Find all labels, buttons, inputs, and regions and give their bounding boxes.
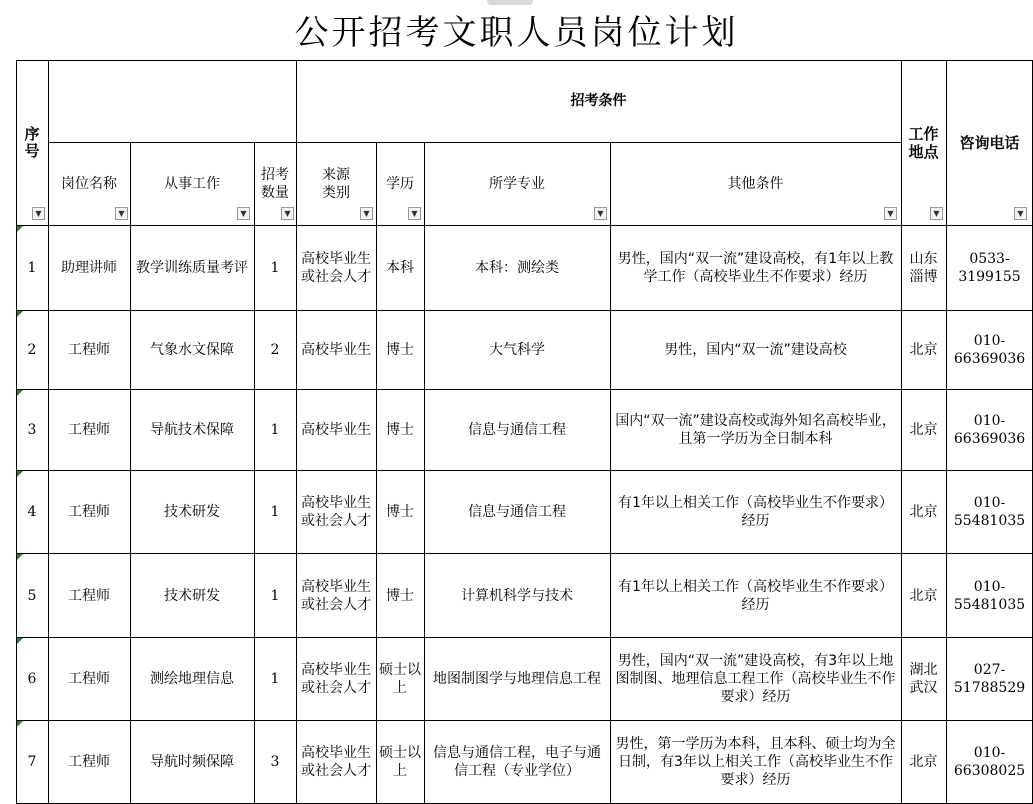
header-work: 从事工作: [164, 175, 220, 192]
cell-source[interactable]: 高校毕业生或社会人才: [301, 251, 371, 285]
filter-dropdown-position[interactable]: [115, 207, 128, 220]
cell-location[interactable]: 北京: [909, 587, 938, 604]
cell-count[interactable]: 1: [270, 587, 280, 604]
cell-source[interactable]: 高校毕业生或社会人才: [301, 495, 371, 529]
cell-location[interactable]: 北京: [909, 754, 938, 770]
cell-work[interactable]: 导航时频保障: [150, 754, 234, 770]
cell-other[interactable]: 有1年以上相关工作（高校毕业生不作要求）经历: [618, 495, 893, 529]
cell-source[interactable]: 高校毕业生或社会人才: [301, 745, 371, 779]
cell-phone[interactable]: 010-66369036: [953, 413, 1026, 447]
cell-count[interactable]: 1: [270, 422, 280, 438]
cell-index[interactable]: 7: [27, 754, 37, 770]
cell-position[interactable]: 工程师: [68, 504, 110, 520]
cell-phone[interactable]: 010-66369036: [953, 333, 1026, 367]
cell-work[interactable]: 导航技术保障: [150, 422, 234, 438]
cell-phone[interactable]: 010-66308025: [953, 745, 1026, 779]
cell-indicator-icon: [17, 638, 23, 644]
cell-location[interactable]: 湖北武汉: [909, 662, 938, 696]
cell-indicator-icon: [17, 226, 23, 232]
cell-other[interactable]: 男性，国内“双一流”建设高校: [664, 342, 847, 358]
cell-source[interactable]: 高校毕业生或社会人才: [301, 578, 371, 613]
cell-major[interactable]: 信息与通信工程，电子与通信工程（专业学位）: [433, 745, 601, 779]
cell-position[interactable]: 助理讲师: [61, 260, 117, 276]
cell-education[interactable]: 博士: [386, 422, 414, 438]
cell-other[interactable]: 男性，第一学历为本科，且本科、硕士均为全日制，有3年以上相关工作（高校毕业生不作要求）经历: [615, 736, 896, 788]
header-count: 招考数量: [261, 166, 289, 201]
cell-location[interactable]: 山东淄博: [909, 251, 938, 285]
cell-source[interactable]: 高校毕业生: [301, 422, 371, 438]
cell-count[interactable]: 1: [270, 504, 280, 520]
cell-indicator-icon: [17, 311, 23, 317]
filter-dropdown-work[interactable]: [237, 207, 250, 220]
cell-phone[interactable]: 010-55481035: [953, 578, 1026, 613]
cell-major[interactable]: 信息与通信工程: [468, 504, 566, 520]
filter-dropdown-index[interactable]: [32, 207, 45, 220]
cell-work[interactable]: 技术研发: [164, 504, 220, 520]
cell-location[interactable]: 北京: [909, 422, 938, 438]
header-conditions: 招考条件: [570, 93, 627, 109]
cell-source[interactable]: 高校毕业生: [301, 342, 371, 358]
cell-index[interactable]: 3: [27, 422, 37, 438]
filter-dropdown-source[interactable]: [360, 207, 373, 220]
filter-dropdown-location[interactable]: [930, 207, 943, 220]
cell-position[interactable]: 工程师: [68, 587, 110, 604]
cell-education[interactable]: 硕士以上: [379, 745, 421, 779]
header-major: 所学专业: [489, 175, 545, 192]
cell-position[interactable]: 工程师: [68, 422, 110, 438]
grid-line: [48, 142, 901, 143]
page-title: 公开招考文职人员岗位计划: [294, 13, 739, 53]
cell-work[interactable]: 教学训练质量考评: [136, 260, 248, 276]
cell-count[interactable]: 3: [270, 754, 280, 770]
cell-major[interactable]: 大气科学: [489, 342, 545, 358]
cell-major[interactable]: 本科：测绘类: [475, 260, 559, 276]
cell-education[interactable]: 博士: [386, 504, 414, 520]
cell-other[interactable]: 男性，国内“双一流”建设高校，有3年以上地图制图、地理信息工程工作（高校毕业生不作要求）经历: [615, 653, 896, 705]
cell-phone[interactable]: 0533-3199155: [958, 251, 1021, 285]
cell-phone[interactable]: 010-55481035: [953, 495, 1026, 529]
header-other: 其他条件: [727, 175, 784, 192]
grid-line: [16, 60, 1033, 61]
header-index: 序号: [24, 124, 40, 160]
cell-major[interactable]: 信息与通信工程: [468, 422, 566, 438]
cell-major[interactable]: 地图制图学与地理信息工程: [433, 671, 601, 687]
cell-count[interactable]: 1: [270, 671, 280, 687]
top-tab-handle[interactable]: [487, 0, 533, 5]
cell-location[interactable]: 北京: [909, 342, 938, 358]
filter-dropdown-phone[interactable]: [1014, 207, 1027, 220]
cell-index[interactable]: 5: [27, 587, 37, 604]
cell-education[interactable]: 博士: [386, 342, 414, 358]
cell-index[interactable]: 1: [27, 260, 37, 276]
cell-education[interactable]: 博士: [386, 587, 414, 604]
cell-major[interactable]: 计算机科学与技术: [461, 587, 573, 604]
cell-work[interactable]: 技术研发: [164, 587, 220, 604]
header-location: 工作地点: [908, 124, 939, 161]
cell-indicator-icon: [17, 721, 23, 727]
header-phone: 咨询电话: [959, 133, 1020, 152]
filter-dropdown-count[interactable]: [281, 207, 294, 220]
cell-location[interactable]: 北京: [909, 504, 938, 520]
cell-index[interactable]: 2: [27, 342, 37, 358]
cell-position[interactable]: 工程师: [68, 671, 110, 687]
cell-other[interactable]: 国内“双一流”建设高校或海外知名高校毕业，且第一学历为全日制本科: [615, 413, 896, 447]
cell-position[interactable]: 工程师: [68, 754, 110, 770]
cell-work[interactable]: 测绘地理信息: [150, 671, 234, 687]
header-source: 来源类别: [322, 166, 350, 201]
cell-indicator-icon: [17, 471, 23, 477]
cell-work[interactable]: 气象水文保障: [150, 342, 234, 358]
cell-education[interactable]: 本科: [386, 260, 414, 276]
cell-education[interactable]: 硕士以上: [379, 662, 421, 696]
cell-other[interactable]: 男性，国内“双一流”建设高校，有1年以上教学工作（高校毕业生不作要求）经历: [617, 251, 894, 285]
filter-dropdown-education[interactable]: [408, 207, 421, 220]
cell-position[interactable]: 工程师: [68, 342, 110, 358]
header-position: 岗位名称: [61, 175, 117, 192]
cell-index[interactable]: 4: [27, 504, 37, 520]
filter-dropdown-other[interactable]: [884, 207, 897, 220]
cell-count[interactable]: 1: [270, 260, 280, 276]
cell-indicator-icon: [17, 390, 23, 396]
cell-phone[interactable]: 027-51788529: [953, 662, 1026, 696]
cell-index[interactable]: 6: [27, 671, 37, 687]
header-education: 学历: [386, 175, 414, 192]
cell-source[interactable]: 高校毕业生或社会人才: [301, 662, 371, 696]
filter-dropdown-major[interactable]: [594, 207, 607, 220]
cell-indicator-icon: [17, 554, 23, 560]
cell-count[interactable]: 2: [270, 342, 280, 358]
cell-other[interactable]: 有1年以上相关工作（高校毕业生不作要求）经历: [618, 578, 893, 613]
